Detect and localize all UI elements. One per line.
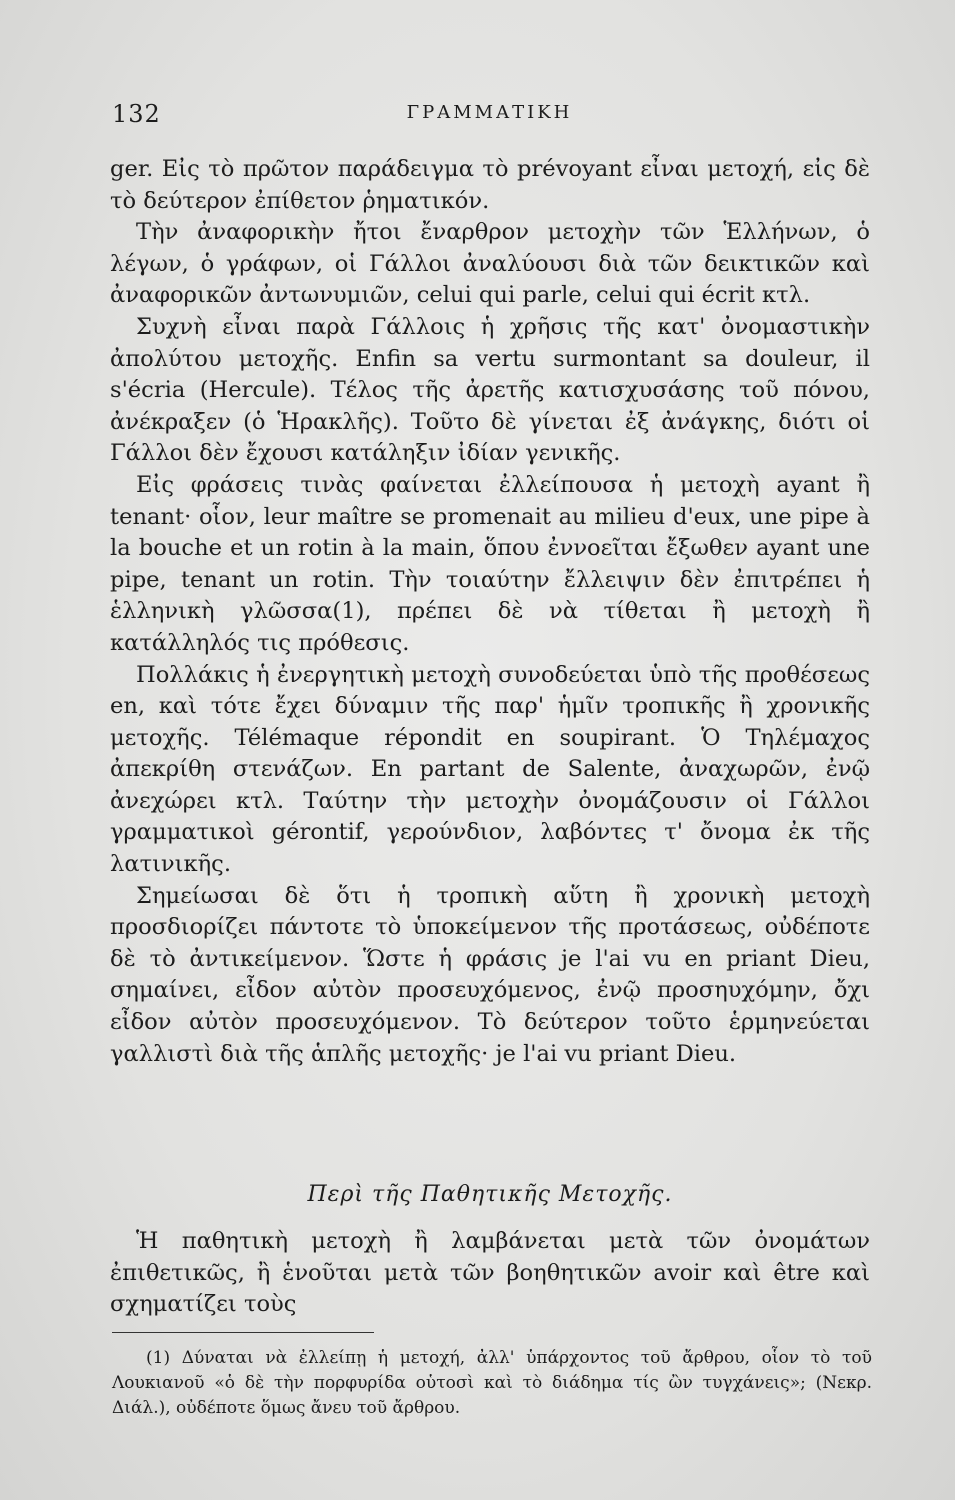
paragraph: ger. Εἰς τὸ πρῶτον παράδειγμα τὸ prévoyant εἶναι μετοχή, εἰς δὲ τὸ δεύτερον ἐπίθετον ῥηματικόν. xyxy=(110,156,870,214)
paragraph: Σημείωσαι δὲ ὅτι ἡ τροπικὴ αὕτη ἢ χρονικὴ μετοχὴ προσδιορίζει πάντοτε τὸ ὑποκείμενον τῆς προτάσεως, οὐδέποτε δὲ τὸ ἀντικείμενον. Ὥστε ἡ φράσις je l'ai vu en priant Dieu, σημαίνει, εἶδον αὐτὸν προσευχόμενος, ἐνῷ προσηυχόμην, ὄχι εἶδον αὐτὸν προσευχόμενον. Τὸ δεύτερον τοῦτο ἑρμηνεύεται γαλλιστὶ διὰ τῆς ἁπλῆς μετοχῆς· je l'ai vu priant Dieu. xyxy=(110,882,870,1067)
footnote xyxy=(112,1346,872,1421)
paragraph: Ἡ παθητικὴ μετοχὴ ἢ λαμβάνεται μετὰ τῶν ὀνομάτων ἐπιθετικῶς, ἢ ἑνοῦται μετὰ τῶν βοηθητικῶν avoir καὶ être καὶ σχηματίζει τοὺς xyxy=(110,1228,870,1318)
paragraph: Εἰς φράσεις τινὰς φαίνεται ἐλλείπουσα ἡ μετοχὴ ayant ἢ tenant· οἷον, leur maître se promenait au milieu d'eux, une pipe à la bouche et un rotin à la main, ὅπου ἐννοεῖται ἔξωθεν ayant une pipe, tenant un rotin. Τὴν τοιαύτην ἔλλειψιν δὲν ἐπιτρέπει ἡ ἑλληνικὴ γλῶσσα(1), πρέπει δὲ νὰ τίθεται ἢ μετοχὴ ἢ κατάλληλός τις πρόθεσις. xyxy=(110,471,870,656)
page-number: 132 xyxy=(112,100,161,128)
section-heading: Περὶ τῆς Παθητικῆς Μετοχῆς. xyxy=(307,1182,673,1207)
paragraph: Τὴν ἀναφορικὴν ἤτοι ἔναρθρον μετοχὴν τῶν Ἑλλήνων, ὁ λέγων, ὁ γράφων, οἱ Γάλλοι ἀναλύουσι διὰ τῶν δεικτικῶν καὶ ἀναφορικῶν ἀντωνυμιῶν, celui qui parle, celui qui écrit κτλ. xyxy=(110,219,870,309)
running-title: ΓΡΑΜΜΑΤΙΚΗ xyxy=(406,102,573,123)
section-text xyxy=(110,1226,870,1321)
footnote-divider xyxy=(112,1332,374,1333)
paragraph: Συχνὴ εἶναι παρὰ Γάλλοις ἡ χρῆσις τῆς κατ' ὀνομαστικὴν ἀπολύτου μετοχῆς. Enfin sa vertu surmontant sa douleur, il s'écria (Hercule). Τέλος τῆς ἀρετῆς κατισχυσάσης τοῦ πόνου, ἀνέκραξεν (ὁ Ἡρακλῆς). Τοῦτο δὲ γίνεται ἐξ ἀνάγκης, διότι οἱ Γάλλοι δὲν ἔχουσι κατάληξιν ἰδίαν γενικῆς. xyxy=(110,313,870,467)
footnote-text: (1) Δύναται νὰ ἐλλείπῃ ἡ μετοχή, ἀλλ' ὑπάρχοντος τοῦ ἄρθρου, οἷον τὸ τοῦ Λουκιανοῦ «ὁ δὲ τὴν πορφυρίδα οὑτοσὶ καὶ τὸ διάδημα τίς ὢν τυγχάνεις»; (Νεκρ. Διάλ.), οὐδέποτε ὅμως ἄνευ τοῦ ἄρθρου. xyxy=(112,1348,872,1418)
page-header xyxy=(112,100,867,134)
paragraph: Πολλάκις ἡ ἐνεργητικὴ μετοχὴ συνοδεύεται ὑπὸ τῆς προθέσεως en, καὶ τότε ἔχει δύναμιν τῆς παρ' ἡμῖν τροπικῆς ἢ χρονικῆς μετοχῆς. Télémaque répondit en soupirant. Ὁ Τηλέμαχος ἀπεκρίθη στενάζων. En partant de Salente, ἀναχωρῶν, ἐνῷ ἀνεχώρει κτλ. Ταύτην τὴν μετοχὴν ὀνομάζουσιν οἱ Γάλλοι γραμματικοὶ gérontif, γερούνδιον, λαβόντες τ' ὄνομα ἐκ τῆς λατινικῆς. xyxy=(110,661,870,878)
main-text xyxy=(110,154,870,1070)
